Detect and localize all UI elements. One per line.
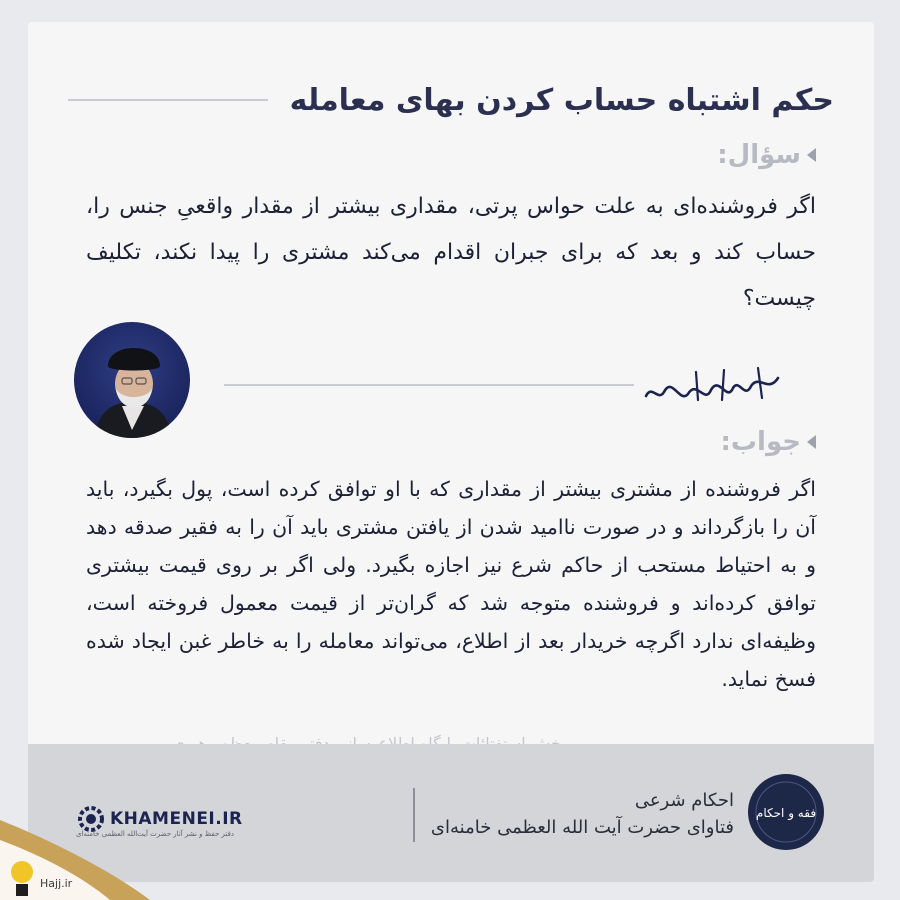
footer-line-2: فتاوای حضرت آیت الله العظمی خامنه‌ای	[430, 817, 734, 838]
basmala-divider	[224, 384, 634, 386]
question-label-text: سؤال:	[717, 140, 801, 170]
title-divider	[68, 99, 268, 101]
wave-icon	[0, 800, 150, 900]
answer-label	[721, 427, 816, 457]
triangle-icon	[807, 435, 816, 449]
emblem-icon	[751, 777, 821, 847]
footer	[28, 744, 874, 882]
watermark-text: Hajj.ir	[40, 877, 73, 890]
emblem-text: فقه و احکام	[755, 806, 817, 820]
triangle-icon	[807, 148, 816, 162]
portrait-icon	[74, 322, 190, 438]
answer-label-text: جواب:	[720, 427, 801, 457]
page-title: حکم اشتباه حساب کردن بهای معامله	[289, 82, 834, 118]
question-text: اگر فروشنده‌ای به علت حواس پرتی، مقداری بیشتر از مقدار واقعیِ جنس را، حساب کند و بعد که برای جبران اقدام می‌کند مشتری را پیدا نکند، تکلیف چیست؟	[86, 194, 816, 311]
fatwa-card	[28, 22, 874, 882]
answer-text: اگر فروشنده از مشتری بیشتر از مقداری که با او توافق کرده است، پول بگیرد، باید آن را بازگرداند و در صورت ناامید شدن از یافتن مشتری باید آن را به فقیر صدقه دهد و به احتیاط مستحب از حاکم شرع نیز اجازه بگیرد. ولی اگر بر روی قیمت بیشتری توافق کرده‌اند و فروشنده متوجه شد که گران‌تر از قیمت معمول فروخته است، وظیفه‌ای ندارد اگرچه خریدار بعد از اطلاع، می‌تواند معامله را به خاطر غبن ایجاد شده فسخ نماید.	[86, 477, 816, 691]
fiqh-emblem	[748, 774, 824, 850]
hajj-watermark	[0, 800, 150, 900]
brand-subtitle: دفتر حفظ و نشر آثار حضرت آیت‌الله العظمی خامنه‌ای	[76, 830, 234, 838]
question-label	[717, 140, 816, 170]
title-row	[68, 72, 834, 128]
footer-line-1: احکام شرعی	[634, 790, 734, 811]
basmala-calligraphy	[638, 354, 788, 414]
footer-caption	[413, 788, 734, 842]
brand-name: KHAMENEI.IR	[110, 809, 243, 829]
avatar	[74, 322, 190, 438]
portrait-row	[74, 322, 834, 442]
